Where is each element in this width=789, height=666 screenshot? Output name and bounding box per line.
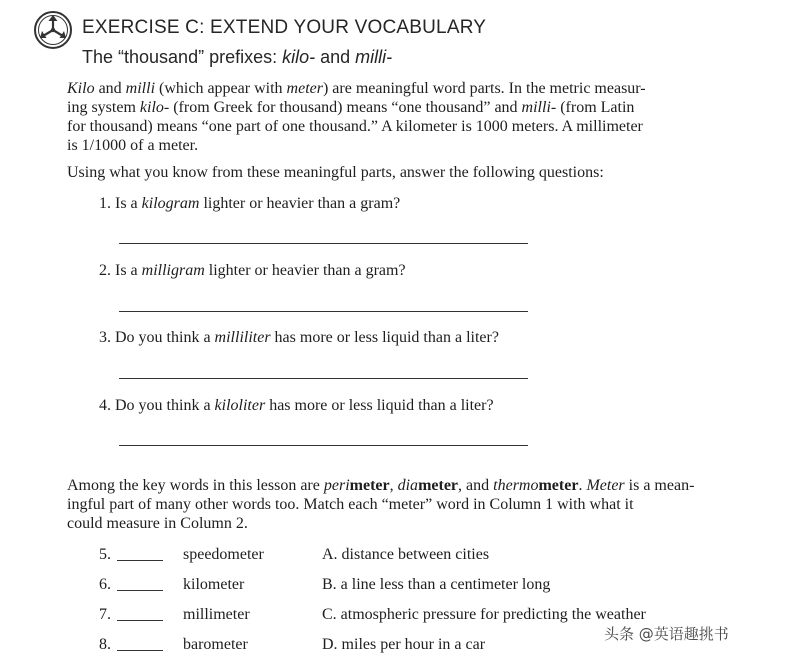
match-blank[interactable] (117, 590, 163, 591)
answer-line-4[interactable] (119, 445, 528, 446)
instruction-text: Using what you know from these meaningful parts, answer the following questions: (67, 164, 604, 181)
answer-line-1[interactable] (119, 243, 528, 244)
matching-intro-paragraph: Among the key words in this lesson are perimeter, diameter, and thermometer. Meter is a mean- ingful part of many other words too. Match each “meter” word in Column 1 with what it could measure in Column 2. (67, 477, 695, 532)
match-row: 6. kilometer B. a line less than a centimeter long (99, 576, 551, 593)
match-blank[interactable] (117, 560, 163, 561)
question-2: 2. Is a milligram lighter or heavier than a gram? (99, 262, 406, 279)
exercise-subtitle: The “thousand” prefixes: kilo- and milli- (82, 47, 393, 67)
watermark: 头条 @英语趣挑书 (604, 625, 729, 643)
question-4: 4. Do you think a kiloliter has more or less liquid than a liter? (99, 397, 494, 414)
match-row: 5. speedometer A. distance between cities (99, 546, 490, 563)
question-3: 3. Do you think a milliliter has more or less liquid than a liter? (99, 329, 499, 346)
question-1: 1. Is a kilogram lighter or heavier than a gram? (99, 195, 401, 212)
match-row: 7. millimeter C. atmospheric pressure for predicting the weather (99, 606, 646, 623)
exercise-title: EXERCISE C: EXTEND YOUR VOCABULARY (82, 17, 487, 38)
match-blank[interactable] (117, 650, 163, 651)
intro-paragraph: Kilo and milli (which appear with meter) are meaningful word parts. In the metric measur- ing system kilo- (from Greek for thousand) means “one thousand” and milli- (from Latin for thousand) means “one part of one thousand.” A kilometer is 1000 meters. A millimeter is 1/1000 of a meter. (67, 80, 646, 154)
compass-arrows-icon (33, 10, 73, 50)
match-blank[interactable] (117, 620, 163, 621)
match-row: 8. barometer D. miles per hour in a car (99, 636, 486, 653)
answer-line-2[interactable] (119, 311, 528, 312)
answer-line-3[interactable] (119, 378, 528, 379)
